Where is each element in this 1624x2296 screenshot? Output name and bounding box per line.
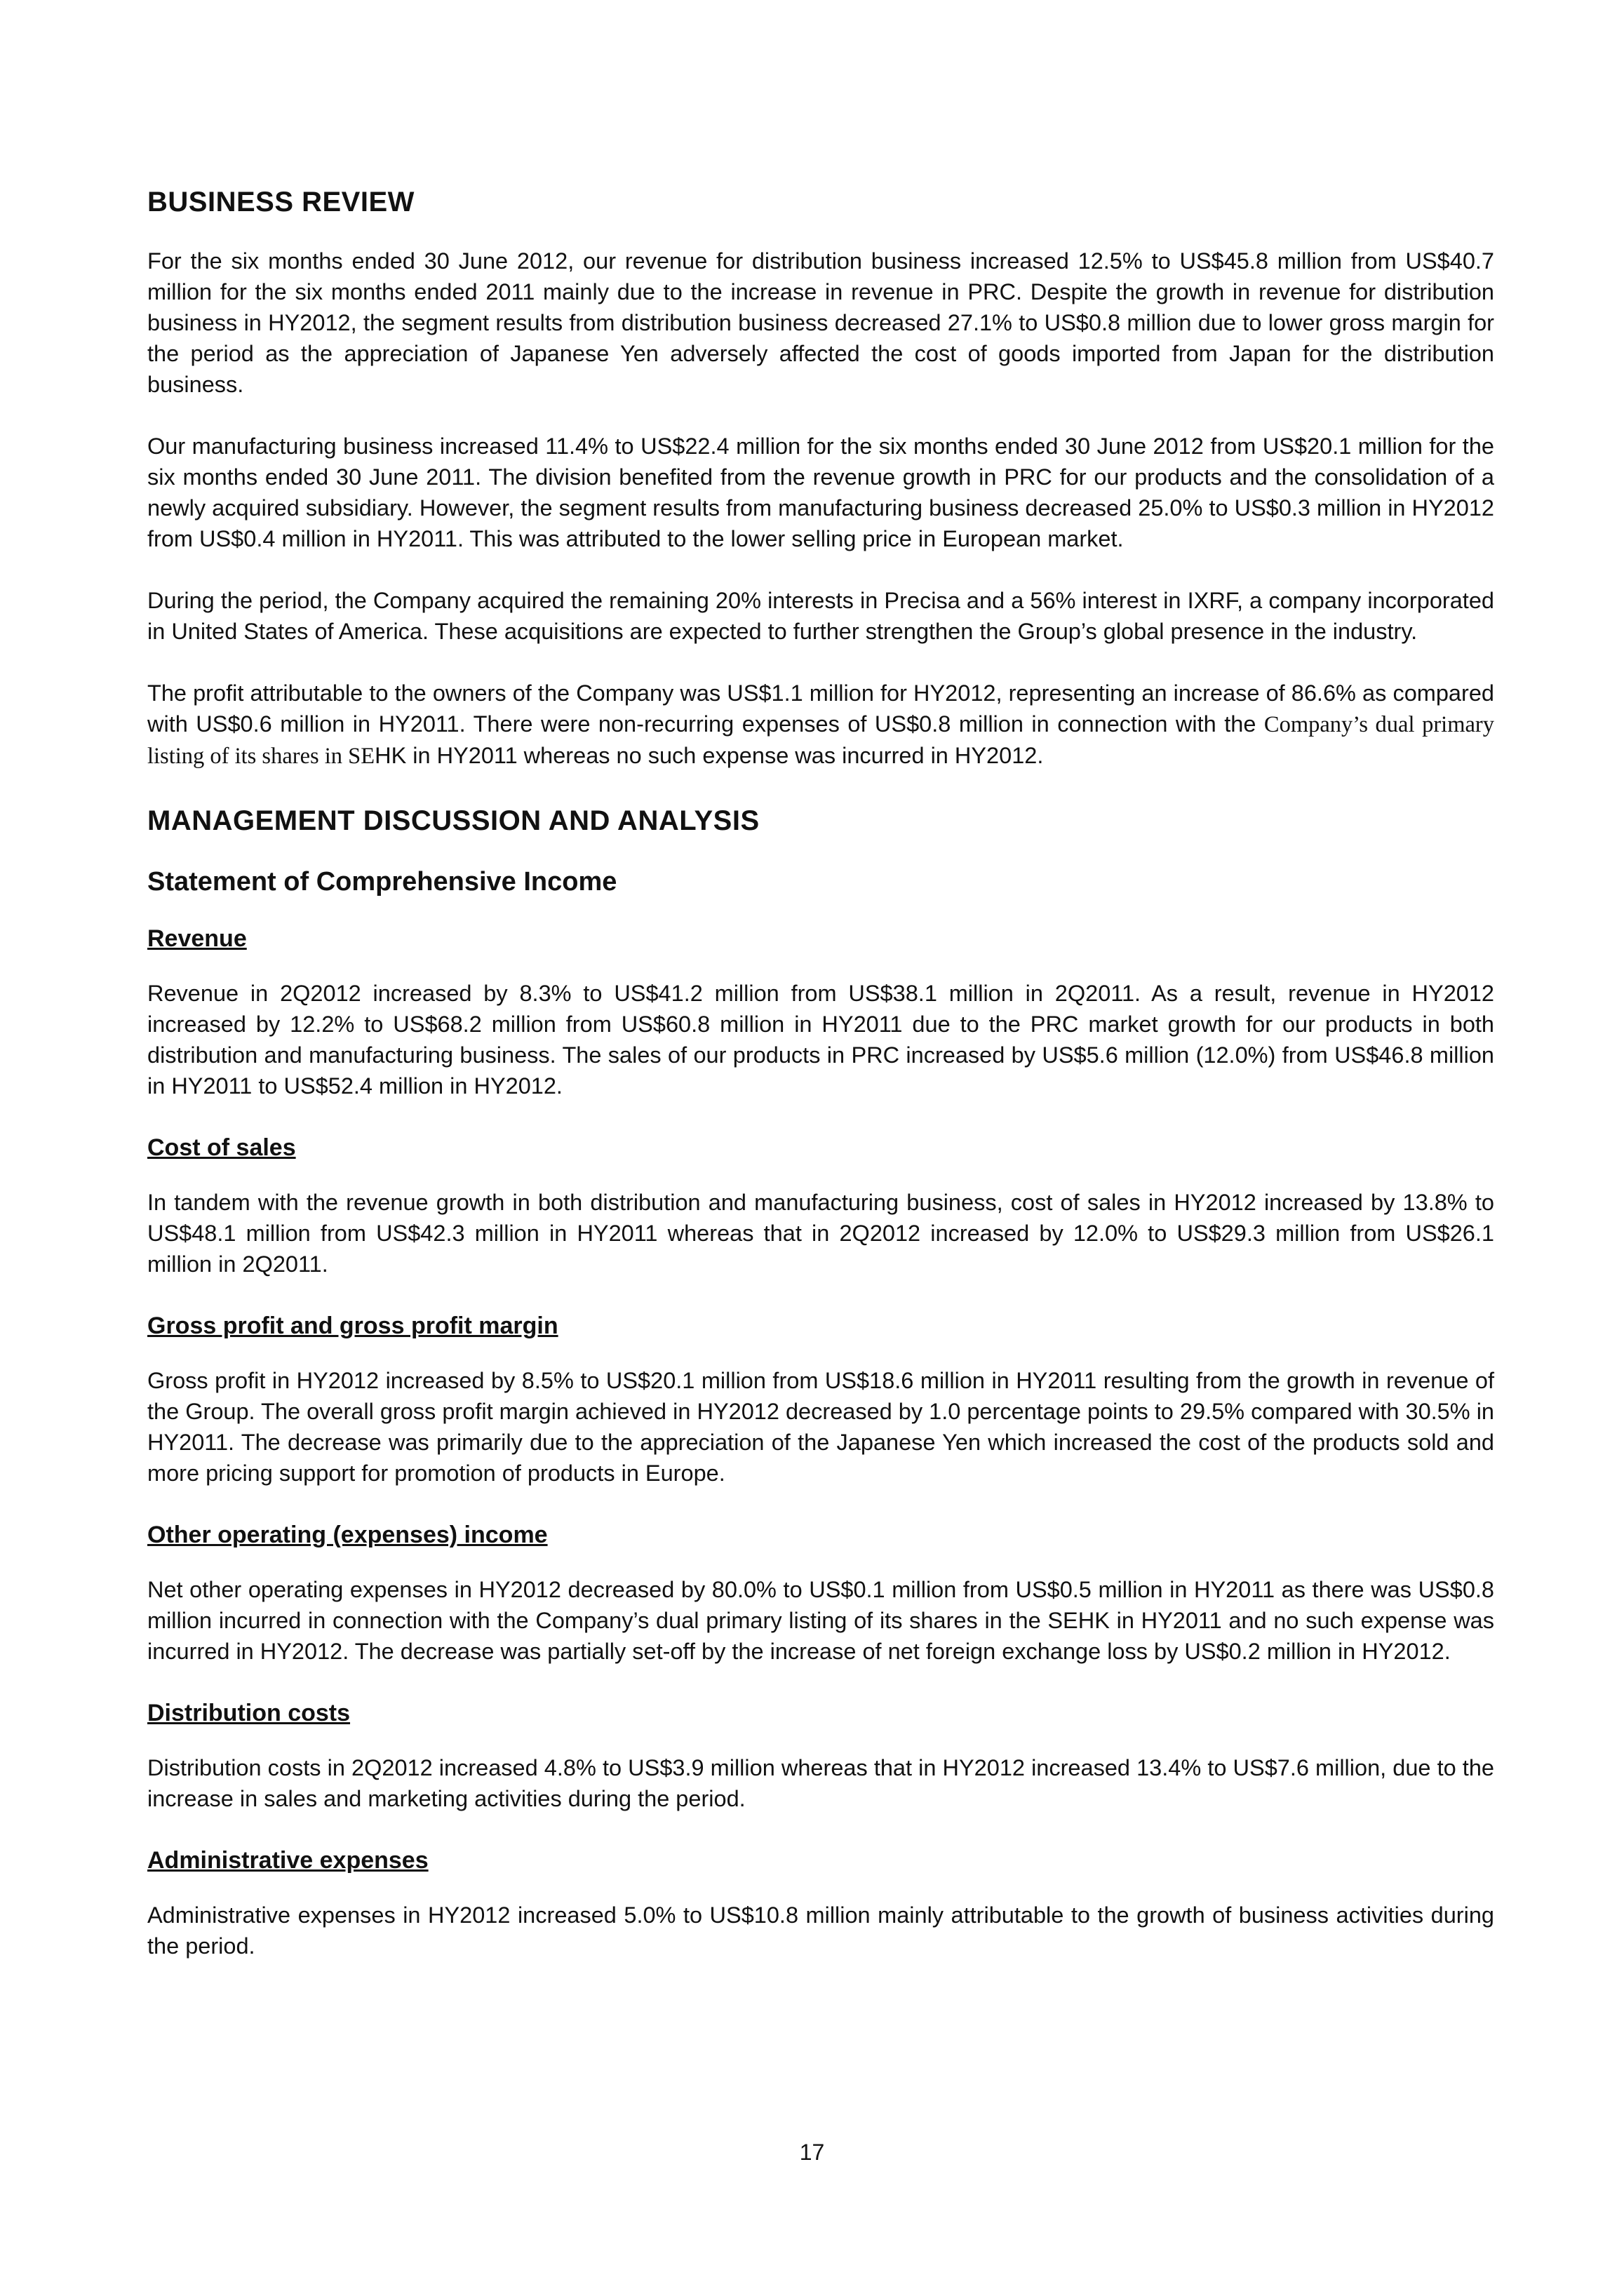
business-review-paragraph-1: For the six months ended 30 June 2012, our revenue for distribution business increased 12.5% to US$45.8 million from US$40.7 million for the six months ended 2011 mainly due to the increase in revenue in PRC. Despite the growth in revenue for distribution business in HY2012, the segment results from distribution business decreased 27.1% to US$0.8 million due to lower gross margin for the period as the appreciation of Japanese Yen adversely affected the cost of goods imported from Japan for the distribution business. [147, 248, 1494, 397]
mda-heading: MANAGEMENT DISCUSSION AND ANALYSIS [147, 805, 760, 836]
profit-text-serif-part: Company’s dual primary listing of its shares in SE [147, 712, 1494, 769]
business-review-heading: BUSINESS REVIEW [147, 187, 415, 217]
other-operating-paragraph: Net other operating expenses in HY2012 decreased by 80.0% to US$0.1 million from US$0.5 million in HY2011 as there was US$0.8 million incurred in connection with the Company’s dual primary listing of its shares in the SEHK in HY2011 and no such expense was incurred in HY2012. The decrease was partially set-off by the increase of net foreign exchange loss by US$0.2 million in HY2012. [147, 1577, 1494, 1664]
statement-subheading: Statement of Comprehensive Income [147, 867, 617, 897]
profit-text-part-1: The profit attributable to the owners of the Company was US$1.1 million for HY2012, representing an increase of 86.6% as compared with US$0.6 million in HY2011. There were non-recurring expenses of US$0.8 million in connection with the [147, 680, 1494, 737]
administrative-expenses-heading: Administrative expenses [147, 1847, 429, 1874]
business-review-paragraph-4 [147, 678, 1494, 772]
distribution-costs-paragraph: Distribution costs in 2Q2012 increased 4.8% to US$3.9 million whereas that in HY2012 increased 13.4% to US$7.6 million, due to the increase in sales and marketing activities during the period. [147, 1755, 1494, 1811]
revenue-paragraph: Revenue in 2Q2012 increased by 8.3% to US$41.2 million from US$38.1 million in 2Q2011. As a result, revenue in HY2012 increased by 12.2% to US$68.2 million from US$60.8 million in HY2011 due to the PRC market growth for our products in both distribution and manufacturing business. The sales of our products in PRC increased by US$5.6 million (12.0%) from US$46.8 million in HY2011 to US$52.4 million in HY2012. [147, 981, 1494, 1099]
other-operating-heading: Other operating (expenses) income [147, 1522, 548, 1548]
business-review-paragraph-2: Our manufacturing business increased 11.4% to US$22.4 million for the six months ended 30 June 2012 from US$20.1 million for the six months ended 30 June 2011. The division benefited from the revenue growth in PRC for our products and the consolidation of a newly acquired subsidiary. However, the segment results from manufacturing business decreased 25.0% to US$0.3 million in HY2012 from US$0.4 million in HY2011. This was attributed to the lower selling price in European market. [147, 434, 1494, 551]
profit-text-part-2: HK in HY2011 whereas no such expense was incurred in HY2012. [375, 743, 1044, 768]
revenue-heading: Revenue [147, 925, 247, 952]
page-content [147, 184, 1494, 1975]
distribution-costs-heading: Distribution costs [147, 1700, 351, 1726]
cost-of-sales-paragraph: In tandem with the revenue growth in both distribution and manufacturing business, cost of sales in HY2012 increased by 13.8% to US$48.1 million from US$42.3 million in HY2011 whereas that in 2Q2012 increased by 12.0% to US$29.3 million from US$26.1 million in 2Q2011. [147, 1190, 1494, 1277]
business-review-paragraph-3: During the period, the Company acquired the remaining 20% interests in Precisa and a 56% interest in IXRF, a company incorporated in United States of America. These acquisitions are expected to further strengthen the Group’s global presence in the industry. [147, 588, 1494, 644]
page-number: 17 [799, 2140, 825, 2165]
gross-profit-heading: Gross profit and gross profit margin [147, 1313, 558, 1339]
administrative-expenses-paragraph: Administrative expenses in HY2012 increased 5.0% to US$10.8 million mainly attributable to the growth of business activities during the period. [147, 1902, 1494, 1959]
cost-of-sales-heading: Cost of sales [147, 1134, 296, 1161]
gross-profit-paragraph: Gross profit in HY2012 increased by 8.5% to US$20.1 million from US$18.6 million in HY2011 resulting from the growth in revenue of the Group. The overall gross profit margin achieved in HY2012 decreased by 1.0 percentage points to 29.5% compared with 30.5% in HY2011. The decrease was primarily due to the appreciation of the Japanese Yen which increased the cost of the products sold and more pricing support for promotion of products in Europe. [147, 1368, 1494, 1486]
